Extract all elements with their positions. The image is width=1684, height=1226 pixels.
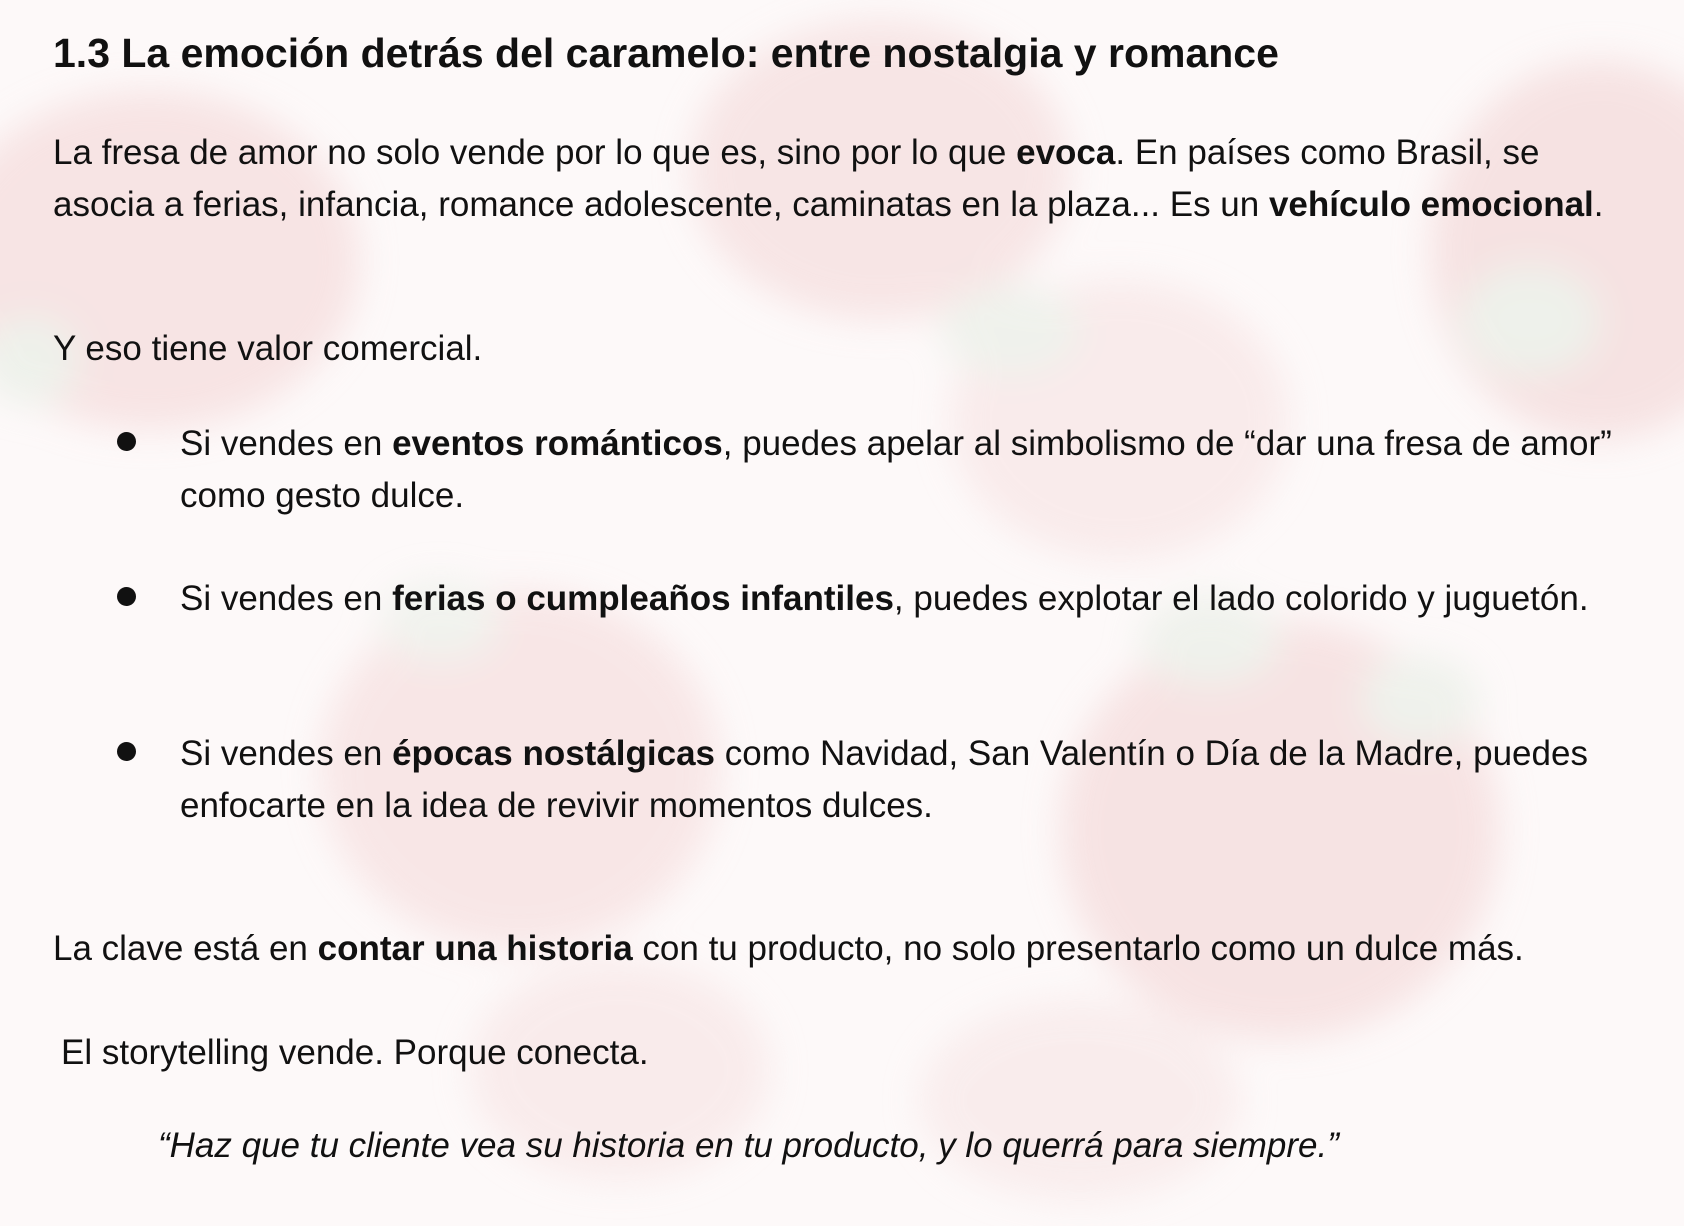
bullet-icon [117, 432, 136, 451]
intro-text-1: La fresa de amor no solo vende por lo que es, sino por lo que [53, 133, 1017, 172]
bullet-icon [117, 587, 136, 606]
intro-paragraph [53, 127, 1633, 231]
closing-text-pre: La clave está en [53, 929, 318, 968]
commercial-value-line: Y eso tiene valor comercial. [53, 329, 483, 368]
bullet-text [180, 418, 1637, 522]
closing-text-post: con tu producto, no solo presentarlo como un dulce más. [632, 929, 1524, 968]
closing-text-bold: contar una historia [317, 929, 633, 968]
bullet-text-bold: ferias o cumpleaños infantiles [392, 579, 894, 618]
list-item [117, 418, 1637, 522]
section-heading: 1.3 La emoción detrás del caramelo: entre nostalgia y romance [53, 30, 1279, 76]
bullet-text-pre: Si vendes en [180, 579, 393, 618]
bullet-text-pre: Si vendes en [180, 424, 393, 463]
list-item [117, 728, 1637, 832]
intro-bold-vehiculo: vehículo emocional [1268, 185, 1594, 224]
closing-quote: “Haz que tu cliente vea su historia en tu producto, y lo querrá para siempre.” [158, 1126, 1339, 1165]
closing-paragraph [53, 923, 1633, 975]
bullet-text-post: , puedes explotar el lado colorido y juguetón. [893, 579, 1589, 618]
list-item [117, 573, 1637, 625]
bullet-text-bold: épocas nostálgicas [392, 734, 716, 773]
bullet-text-post: , puedes apelar al simbolismo de “dar una fresa de amor” como gesto dulce. [180, 424, 1612, 515]
intro-bold-evoca: evoca [1016, 133, 1116, 172]
bullet-text-pre: Si vendes en [180, 734, 393, 773]
storytelling-line: El storytelling vende. Porque conecta. [61, 1033, 649, 1072]
bullet-text [180, 573, 1637, 625]
intro-text-3: . [1593, 185, 1604, 224]
bullet-text-post: como Navidad, San Valentín o Día de la Madre, puedes enfocarte en la idea de revivir momentos dulces. [180, 734, 1588, 825]
bullet-text-bold: eventos románticos [392, 424, 723, 463]
bullet-icon [117, 742, 136, 761]
bullet-text [180, 728, 1637, 832]
intro-text-2: . En países como Brasil, se asocia a ferias, infancia, romance adolescente, caminatas en la plaza... Es un [53, 133, 1540, 224]
